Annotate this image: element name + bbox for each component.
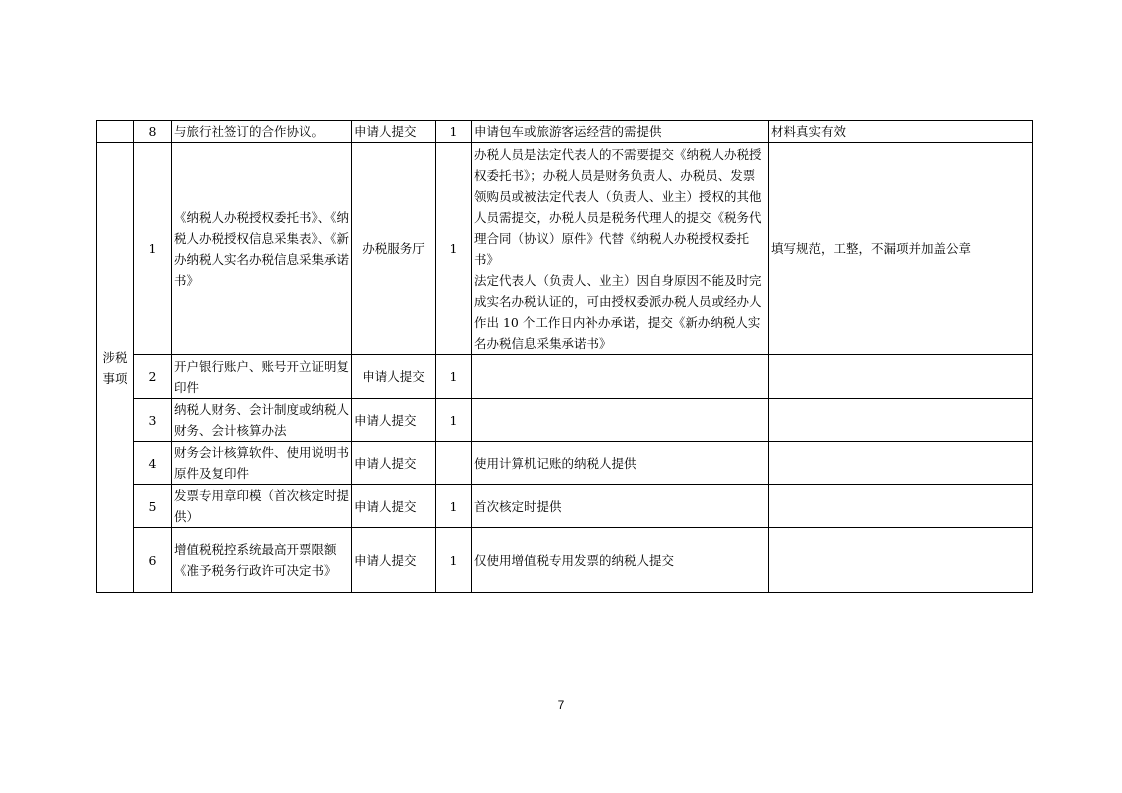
- table-row: [97, 143, 1033, 355]
- material-copies: 1: [436, 143, 472, 355]
- table-row: [97, 121, 1033, 143]
- material-requirement: 材料真实有效: [769, 121, 1033, 143]
- material-name: 发票专用章印模（首次核定时提供）: [172, 485, 352, 528]
- material-source: 申请人提交: [352, 485, 436, 528]
- material-requirement: [769, 355, 1033, 399]
- note-line: 首次核定时提供: [474, 498, 562, 514]
- table-row: [97, 528, 1033, 593]
- row-number: 8: [134, 121, 172, 143]
- material-note: [472, 121, 769, 143]
- material-copies: [436, 442, 472, 485]
- material-source: 申请人提交: [352, 355, 436, 399]
- material-requirement: 填写规范，工整，不漏项并加盖公章: [769, 143, 1033, 355]
- note-line: 仅使用增值税专用发票的纳税人提交: [474, 552, 675, 568]
- material-note: [472, 355, 769, 399]
- material-name: 纳税人财务、会计制度或纳税人财务、会计核算办法: [172, 399, 352, 442]
- material-copies: 1: [436, 355, 472, 399]
- row-number: 6: [134, 528, 172, 593]
- note-line: 法定代表人（负责人、业主）因自身原因不能及时完成实名办税认证的，可由授权委派办税人员或经办人作出 10 个工作日内补办承诺，提交《新办纳税人实名办税信息采集承诺书》: [474, 272, 762, 351]
- row-number: 3: [134, 399, 172, 442]
- note-line: 办税人员是法定代表人的不需要提交《纳税人办税授权委托书》；办税人员是财务负责人、办税员、发票领购员或被法定代表人（负责人、业主）授权的其他人员需提交，办税人员是税务代理人的提交《税务代理合同（协议）原件》代替《纳税人办税授权委托书》: [474, 146, 762, 267]
- material-requirement: [769, 442, 1033, 485]
- material-source: 申请人提交: [352, 399, 436, 442]
- material-source: 办税服务厅: [352, 143, 436, 355]
- material-note: [472, 485, 769, 528]
- material-note: [472, 442, 769, 485]
- note-line: 申请包车或旅游客运经营的需提供: [474, 124, 662, 139]
- material-source: 申请人提交: [352, 442, 436, 485]
- row-number: 1: [134, 143, 172, 355]
- row-number: 4: [134, 442, 172, 485]
- material-copies: 1: [436, 121, 472, 143]
- category-cell-empty: [97, 121, 134, 143]
- material-name: 增值税税控系统最高开票限额《准予税务行政许可决定书》: [172, 528, 352, 593]
- material-copies: 1: [436, 399, 472, 442]
- material-requirement: [769, 485, 1033, 528]
- row-number: 2: [134, 355, 172, 399]
- row-number: 5: [134, 485, 172, 528]
- material-name: 开户银行账户、账号开立证明复印件: [172, 355, 352, 399]
- material-name: 财务会计核算软件、使用说明书原件及复印件: [172, 442, 352, 485]
- page-number: 7: [557, 698, 565, 712]
- material-copies: 1: [436, 485, 472, 528]
- material-requirement: [769, 528, 1033, 593]
- material-copies: 1: [436, 528, 472, 593]
- material-name: 《纳税人办税授权委托书》、《纳税人办税授权信息采集表》、《新办纳税人实名办税信息采集承诺书》: [172, 143, 352, 355]
- materials-table: [96, 120, 1033, 593]
- category-cell: 涉税事项: [97, 143, 134, 593]
- table-row: [97, 485, 1033, 528]
- material-source: 申请人提交: [352, 528, 436, 593]
- note-line: 使用计算机记账的纳税人提供: [474, 455, 637, 471]
- table-row: [97, 442, 1033, 485]
- table-row: [97, 399, 1033, 442]
- material-note: [472, 399, 769, 442]
- table-row: [97, 355, 1033, 399]
- material-requirement: [769, 399, 1033, 442]
- material-source: 申请人提交: [352, 121, 436, 143]
- material-name: 与旅行社签订的合作协议。: [172, 121, 352, 143]
- material-note: [472, 528, 769, 593]
- material-note: [472, 143, 769, 355]
